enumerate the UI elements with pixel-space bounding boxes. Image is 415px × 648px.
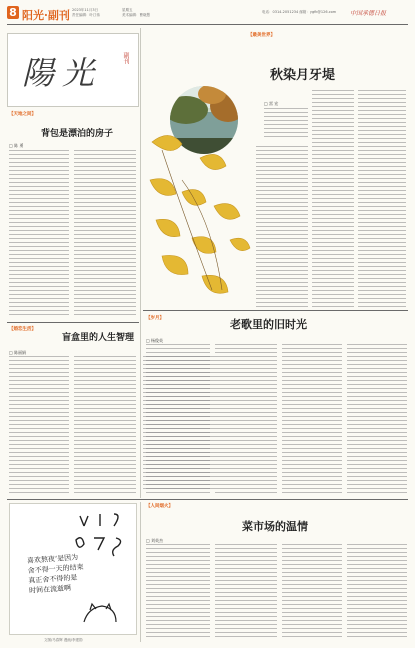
article-5-author: □ 刘英杰 — [146, 538, 164, 543]
clock-drawing — [70, 508, 130, 560]
article-4-author: □ 陈丽娟 — [9, 350, 27, 355]
header-divider — [7, 24, 408, 25]
masthead-calligraphy: 陽光 — [22, 54, 103, 92]
article-5-body-col-4 — [347, 544, 407, 640]
article-4-body-col-2 — [74, 356, 136, 496]
cat-drawing — [80, 596, 120, 626]
article-4-body-col-1 — [9, 356, 69, 496]
header-contact: 电话：0314-2051234 邮箱：ygfk@126.com — [262, 10, 337, 14]
brand-logo: 中国承德日报 — [350, 10, 387, 17]
article-5-body-col-3 — [282, 544, 342, 640]
article-2-title: 秋染月牙堤 — [270, 68, 336, 83]
article-2-body-col-4 — [358, 90, 406, 308]
divider-right-1 — [143, 310, 408, 311]
article-5-body-col-2 — [215, 544, 277, 640]
article-1-tag: 【天地之间】 — [9, 112, 36, 117]
article-1-body-col-1 — [9, 150, 69, 318]
autumn-illustration — [142, 80, 260, 302]
article-3-body-col-1 — [146, 344, 210, 494]
section-title: 阳光·副刊 — [22, 9, 70, 22]
article-2-tag: 【最美世界】 — [248, 33, 275, 38]
article-5-tag: 【人间烟火】 — [146, 504, 173, 509]
article-3-body-col-2 — [215, 344, 277, 494]
article-5-body-col-1 — [146, 544, 210, 640]
header-meta-mid: 星期五 美术编辑：曹晓慧 — [122, 8, 150, 17]
header-meta-left: 2023年11月3日 责任编辑：叶江伟 — [72, 8, 100, 17]
article-1-title: 背包是漂泊的房子 — [41, 129, 114, 139]
article-1-body-col-2 — [74, 150, 136, 318]
masthead-seal: 副刊 — [122, 52, 129, 64]
article-2-body-col-2 — [256, 146, 308, 308]
article-3-body-col-4 — [347, 344, 407, 494]
cartoon-credit: 文图/马春辉 漫画/李建勋 — [44, 638, 83, 642]
divider-middle — [7, 499, 408, 500]
divider-left-1 — [7, 322, 139, 323]
article-2-body-col-1 — [264, 108, 308, 140]
cartoon-caption: 喜欢熬夜‘是因为 舍不得一天的结束 真正舍不得的是 时间在流逝啊 — [26, 553, 84, 595]
page-number: 8 — [7, 6, 19, 19]
article-3-body-col-3 — [282, 344, 342, 494]
article-4-tag: 【婚恋生活】 — [9, 327, 36, 332]
article-5-title: 菜市场的温情 — [242, 520, 308, 533]
article-1-author: □ 陈 勇 — [9, 143, 24, 148]
masthead-box — [7, 33, 139, 107]
article-4-title: 盲盒里的人生智理 — [62, 333, 135, 343]
column-separator-bottom — [140, 502, 141, 642]
article-3-title: 老歌里的旧时光 — [230, 318, 307, 331]
column-separator-left — [140, 28, 141, 498]
article-2-body-col-3 — [312, 90, 354, 308]
article-2-author: □ 雷 宏 — [264, 101, 279, 106]
article-3-tag: 【岁月】 — [146, 316, 164, 321]
article-3-author: □ 杨俊英 — [146, 338, 164, 343]
cartoon-box — [9, 503, 137, 635]
